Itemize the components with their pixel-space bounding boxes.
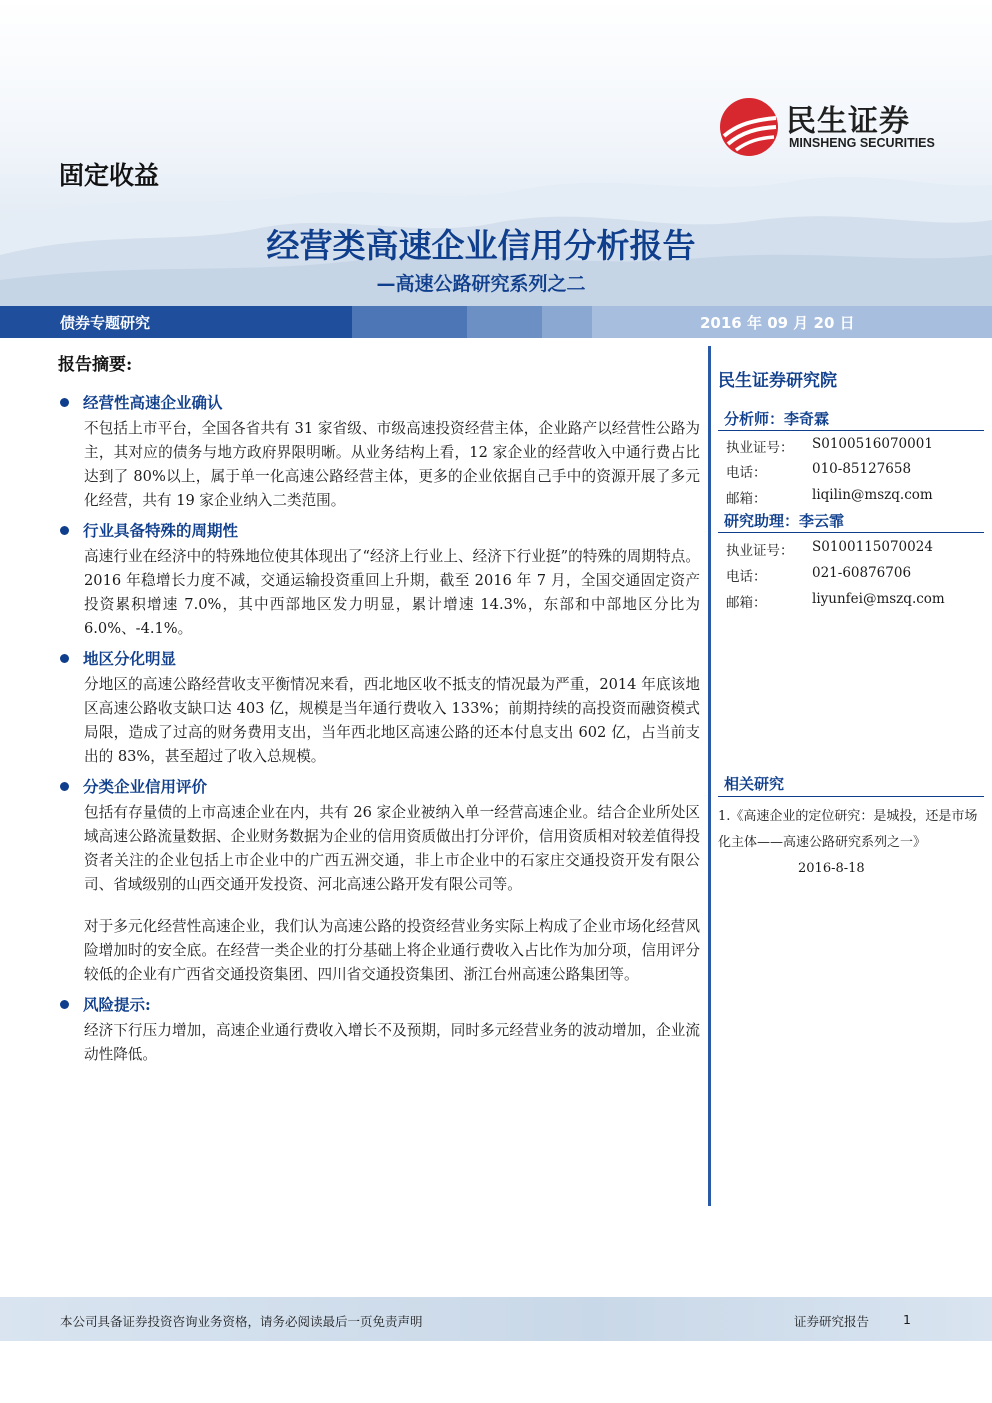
section-paragraph: 不包括上市平台，全国各省共有 31 家省级、市级高速投资经营主体，企业路产以经营性公路为主，其对应的债务与地方政府界限明晰。从业务结构上看，12 家企业的经营收入中通行费占比达到了 80%以上，属于单一化高速公路经营主体，更多的企业依据自己手中的资源开展了多元化经营，共有 19 家企业纳入二类范围。 <box>84 420 700 509</box>
page-footer <box>0 1297 992 1341</box>
section-title: 经营性高速企业确认 <box>83 393 223 412</box>
institute-name: 民生证券研究院 <box>718 371 837 391</box>
bullet-icon <box>60 1000 69 1009</box>
related-research-heading: 相关研究 <box>724 775 785 793</box>
footer-disclaimer: 本公司具备证券投资咨询业务资格，请务必阅读最后一页免责声明 <box>60 1314 423 1329</box>
bar-segment <box>0 306 352 338</box>
summary-section <box>58 991 700 1067</box>
section-paragraph: 高速行业在经济中的特殊地位使其体现出了“经济上行业上、经济下行业挺”的特殊的周期特点。2016 年稳增长力度不减，交通运输投资重回上升期，截至 2016 年 7 月，全国交通固定资产投资累积增速 7.0%，其中西部地区发力明显，累计增速 14.3%，东部和中部地区分比为 6.0%、-4.1%。 <box>84 548 700 637</box>
bar-segment <box>467 306 542 338</box>
row-value: 021-60876706 <box>812 565 912 581</box>
section-title: 分类企业信用评价 <box>83 777 208 796</box>
section-title: 地区分化明显 <box>83 649 177 668</box>
section-paragraph: 对于多元化经营性高速企业，我们认为高速公路的投资经营业务实际上构成了企业市场化经营风险增加时的安全底。在经营一类企业的打分基础上将企业通行费收入占比作为加分项，信用评分较低的企业有广西省交通投资集团、四川省交通投资集团、浙江台州高速公路集团等。 <box>84 918 700 983</box>
row-label: 电话： <box>726 569 767 585</box>
row-label: 执业证号： <box>726 543 794 559</box>
bullet-icon <box>60 654 69 663</box>
related-research-item[interactable] <box>718 804 980 882</box>
bullet-icon <box>60 398 69 407</box>
row-label: 电话： <box>726 465 767 481</box>
row-label: 邮箱： <box>726 491 767 507</box>
related-item-date: 2016-8-18 <box>798 861 865 876</box>
summary-column <box>58 350 700 1071</box>
analyst-heading: 分析师：李奇霖 <box>724 410 830 428</box>
heading-underline <box>718 430 984 431</box>
row-value[interactable]: liyunfei@mszq.com <box>812 591 945 607</box>
report-subtitle: —高速公路研究系列之二 <box>376 273 586 295</box>
report-date: 2016 年 09 月 20 日 <box>700 314 855 332</box>
heading-underline <box>718 796 984 797</box>
bar-segment <box>352 306 467 338</box>
row-value[interactable]: liqilin@mszq.com <box>812 487 933 503</box>
section-paragraph: 分地区的高速公路经营收支平衡情况来看，西北地区收不抵支的情况最为严重，2014 年底该地区高速公路收支缺口达 403 亿，规模是当年通行费收入 133%；前期持续的高投资而融资模式局限，造成了过高的财务费用支出，当年西北地区高速公路的还本付息支出 602 亿，占当前支出的 83%，甚至超过了收入总规模。 <box>84 676 700 765</box>
summary-title: 报告摘要: <box>58 355 133 375</box>
footer-document-type: 证券研究报告 <box>794 1314 870 1329</box>
page-number: 1 <box>903 1312 911 1327</box>
row-label: 邮箱： <box>726 595 767 611</box>
sidebar <box>708 346 984 1206</box>
sidebar-divider <box>708 346 711 1206</box>
bullet-icon <box>60 782 69 791</box>
report-category: 固定收益 <box>59 161 160 190</box>
brand-logo <box>718 94 958 158</box>
section-title: 风险提示: <box>83 995 151 1014</box>
summary-section <box>58 389 700 513</box>
heading-underline <box>718 532 984 533</box>
row-value: 010-85127658 <box>812 461 912 477</box>
bullet-icon <box>60 526 69 535</box>
row-value: S0100115070024 <box>812 539 933 555</box>
row-value: S0100516070001 <box>812 436 933 452</box>
summary-section <box>58 773 700 987</box>
section-paragraph: 经济下行压力增加，高速企业通行费收入增长不及预期，同时多元经营业务的波动增加，企业流动性降低。 <box>84 1022 700 1063</box>
summary-section <box>58 645 700 769</box>
related-item-title: 1.《高速企业的定位研究：是城投，还是市场化主体——高速公路研究系列之一》 <box>718 809 978 850</box>
minsheng-logo-icon <box>718 96 780 158</box>
report-info-bar <box>0 306 992 338</box>
summary-section <box>58 517 700 641</box>
section-title: 行业具备特殊的周期性 <box>83 521 239 540</box>
bar-segment <box>542 306 592 338</box>
section-paragraph: 包括有存量债的上市高速企业在内，共有 26 家企业被纳入单一经营高速企业。结合企业所处区域高速公路流量数据、企业财务数据为企业的信用资质做出打分评价，信用资质相对较差值得投资者关注的企业包括上市企业中的广西五洲交通，非上市企业中的石家庄交通投资开发有限公司、省域级别的山西交通开发投资、河北高速公路开发有限公司等。 <box>84 804 700 893</box>
report-title: 经营类高速企业信用分析报告 <box>266 226 696 265</box>
brand-name-cn: 民生证券 <box>786 104 910 139</box>
assistant-heading: 研究助理：李云霏 <box>724 512 845 530</box>
brand-name-en: MINSHENG SECURITIES <box>789 136 935 150</box>
row-label: 执业证号： <box>726 440 794 456</box>
report-type-label: 债券专题研究 <box>60 314 151 332</box>
